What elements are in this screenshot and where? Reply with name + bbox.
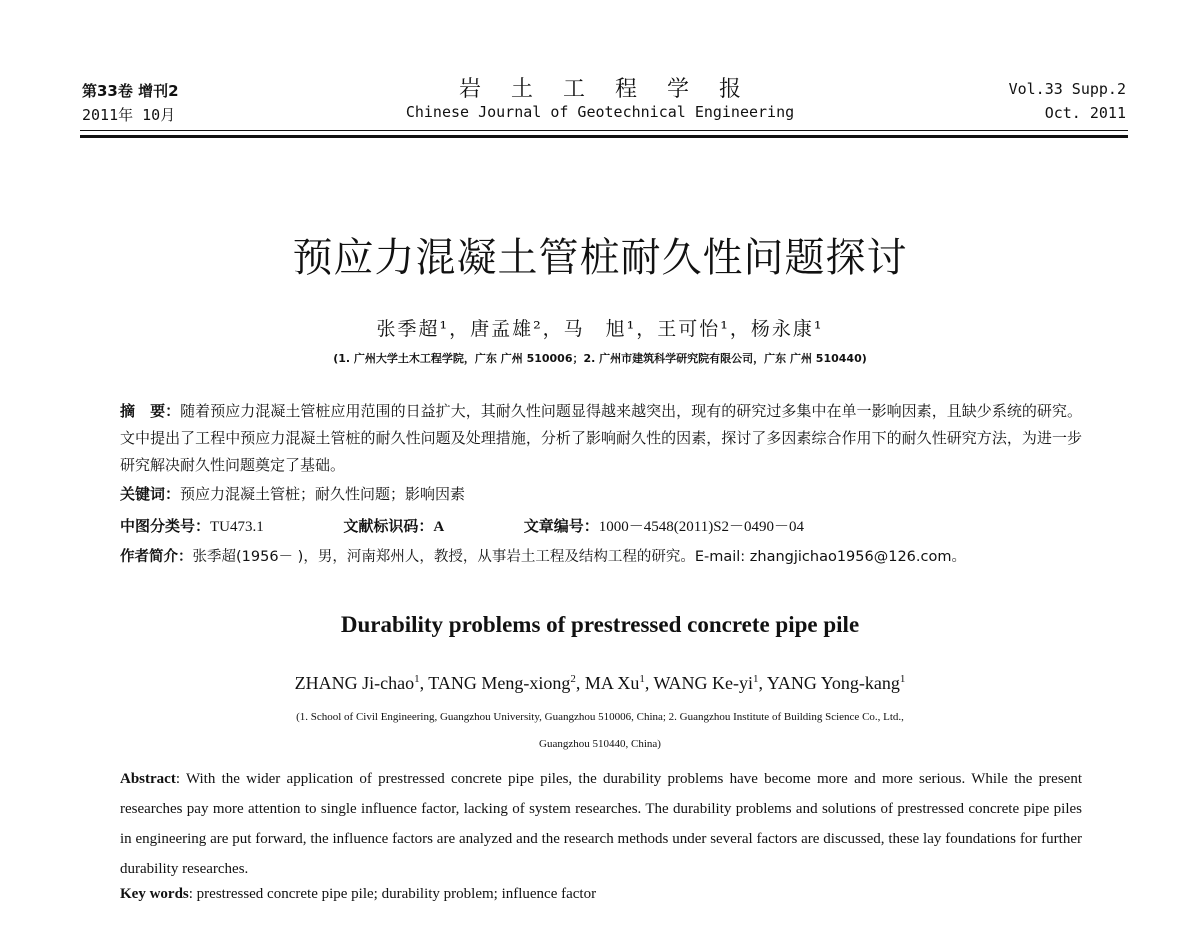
journal-title-en: Chinese Journal of Geotechnical Engineering: [405, 103, 795, 121]
author-bio-cn: [120, 545, 966, 566]
journal-title-cn: 岩土工程学报: [458, 77, 771, 102]
author-affil-sup: 1: [639, 673, 645, 685]
classification-line: [120, 515, 804, 536]
affiliation-cn: (1. 广州大学土木工程学院，广东 广州 510006；2. 广州市建筑科学研究院有限公司，广东 广州 510440): [333, 352, 867, 365]
authors-cn: 张季超¹，唐孟雄²，马 旭¹，王可怡¹，杨永康¹: [376, 318, 824, 340]
author-affil-sup: 1: [414, 673, 420, 685]
bio-label: 作者简介：: [120, 549, 193, 565]
abstract-en: [120, 764, 1082, 884]
keywords-label-cn: 关键词：: [120, 485, 181, 503]
author-name-en: MA Xu: [584, 673, 640, 693]
clc-value: TU473.1: [210, 519, 264, 535]
author-separator: ,: [758, 673, 767, 693]
abstract-label-en: Abstract: [120, 771, 176, 787]
keywords-en: [120, 886, 596, 903]
paper-title-cn: 预应力混凝土管桩耐久性问题探讨: [292, 235, 908, 281]
affiliation-en-line2: Guangzhou 510440, China): [539, 738, 661, 750]
author-name-en: TANG Meng-xiong: [428, 673, 571, 693]
keywords-text-cn: 预应力混凝土管桩；耐久性问题；影响因素: [180, 485, 466, 503]
articleno-value: 1000－4548(2011)S2－0490－04: [598, 519, 805, 535]
abstract-cn: [120, 398, 1082, 479]
date-en: Oct. 2011: [1044, 104, 1126, 122]
volume-issue-en: Vol.33 Supp.2: [1008, 80, 1126, 98]
abstract-label-cn: 摘 要：: [120, 402, 181, 420]
author-affil-sup: 1: [899, 673, 906, 685]
author-affil-sup: 2: [570, 673, 576, 685]
author-name-en: YANG Yong-kang: [766, 673, 900, 693]
keywords-cn: [120, 483, 465, 504]
author-name-en: ZHANG Ji-chao: [294, 673, 415, 693]
author-separator: ,: [575, 673, 585, 693]
author-affil-sup: 1: [753, 673, 759, 685]
abstract-text-cn: 随着预应力混凝土管桩应用范围的日益扩大，其耐久性问题显得越来越突出，现有的研究过多集中在单一影响因素，且缺少系统的研究。文中提出了工程中预应力混凝土管桩的耐久性问题及处理措施，分析了影响耐久性的因素，探讨了多因素综合作用下的耐久性研究方法，为进一步研究解决耐久性问题奠定了基础。: [120, 402, 1082, 474]
author-name-en: WANG Ke-yi: [653, 673, 754, 693]
author-separator: ,: [419, 673, 429, 693]
affiliation-en-line1: (1. School of Civil Engineering, Guangzhou University, Guangzhou 510006, China; 2. Guangzhou Institute of Building Science Co., Ltd.,: [296, 711, 904, 723]
doccode-label: 文献标识码：: [343, 517, 434, 535]
clc-label: 中图分类号：: [120, 517, 211, 535]
header-rule-thick: [80, 135, 1128, 138]
author-separator: ,: [644, 673, 654, 693]
header-rule-thin: [80, 130, 1128, 131]
volume-issue-cn: 第33卷 增刊2: [82, 82, 179, 100]
abstract-text-en: : With the wider application of prestressed concrete pipe piles, the durability problems have become more and more serious. While the present researches pay more attention to single influence factor, lacking of system researches. The durability problems and solutions of prestressed concrete pipe piles in engineering are put forward, the influence factors are analyzed and the research methods under several factors are discussed, these lay foundations for further durability researches.: [120, 771, 1082, 877]
keywords-text-en: : prestressed concrete pipe pile; durability problem; influence factor: [188, 886, 597, 902]
bio-text: 张季超(1956－ )，男，河南郑州人，教授，从事岩土工程及结构工程的研究。E-mail: zhangjichao1956@126.com。: [192, 549, 966, 565]
date-cn: 2011年 10月: [82, 106, 176, 124]
doccode-value: A: [433, 519, 445, 535]
articleno-label: 文章编号：: [523, 517, 599, 535]
authors-en: [0, 673, 1200, 694]
keywords-label-en: Key words: [120, 886, 189, 902]
paper-title-en: Durability problems of prestressed concrete pipe pile: [340, 612, 860, 637]
